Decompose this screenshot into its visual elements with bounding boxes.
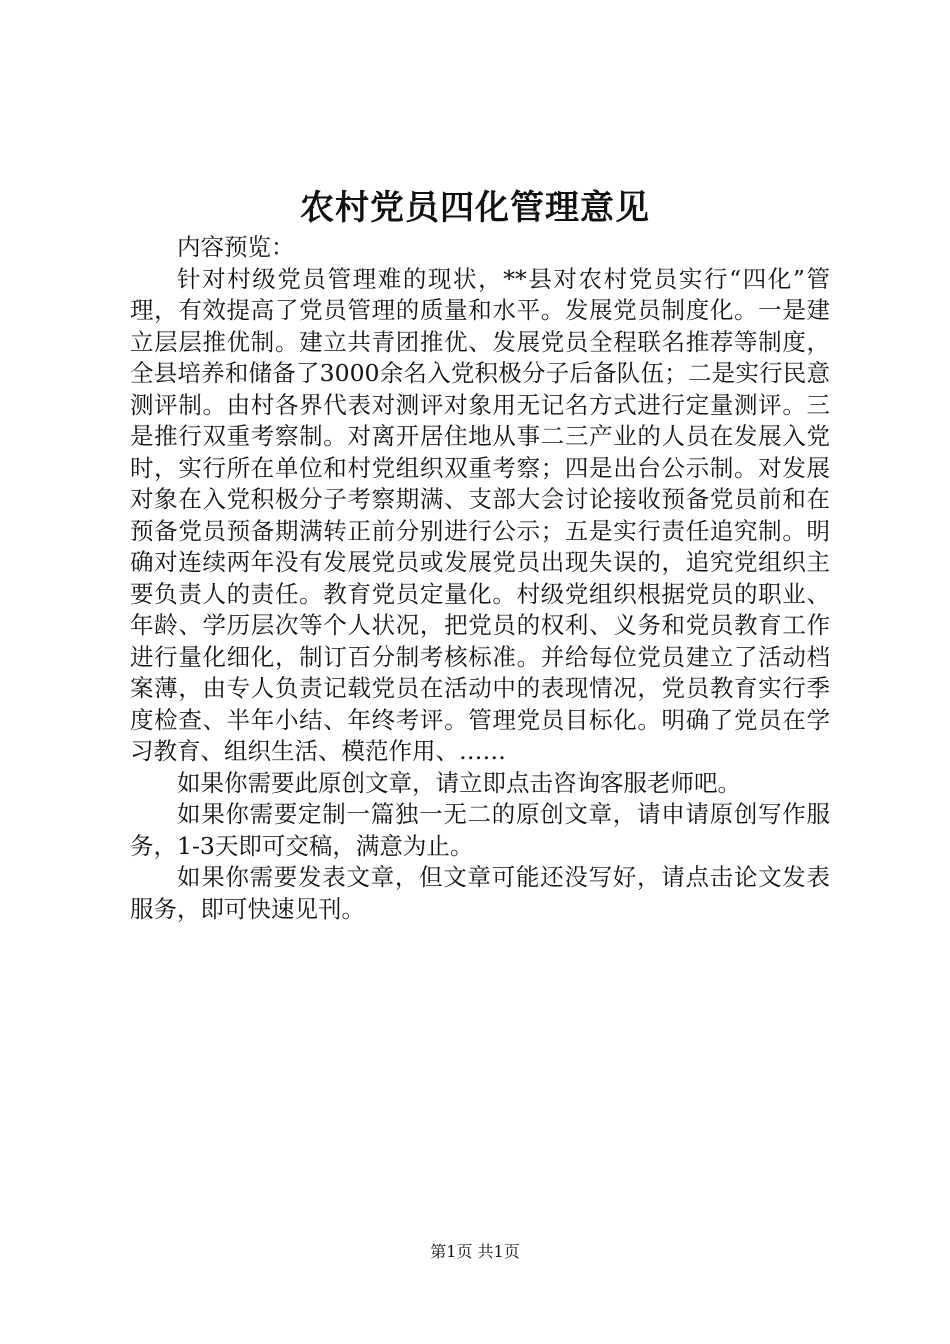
preview-label: 内容预览：	[177, 233, 295, 261]
document-content	[130, 232, 830, 925]
document-title: 农村党员四化管理意见	[300, 188, 650, 228]
notice-custom-writing: 如果你需要定制一篇独一无二的原创文章，请申请原创写作服务，1-3天即可交稿，满意为止。	[130, 800, 830, 860]
page-number-footer: 第1页 共1页	[430, 1242, 520, 1261]
notice-original-article: 如果你需要此原创文章，请立即点击咨询客服老师吧。	[177, 768, 741, 797]
body-paragraph: 针对村级党员管理难的现状，**县对农村党员实行“四化”管理，有效提高了党员管理的质量和水平。发展党员制度化。一是建立层层推优制。建立共青团推优、发展党员全程联名推荐等制度，全县培养和储备了3000余名入党积极分子后备队伍；二是实行民意测评制。由村各界代表对测评对象用无记名方式进行定量测评。三是推行双重考察制。对离开居住地从事二三产业的人员在发展入党时，实行所在单位和村党组织双重考察；四是出台公示制。对发展对象在入党积极分子考察期满、支部大会讨论接收预备党员前和在预备党员预备期满转正前分别进行公示；五是实行责任追究制。明确对连续两年没有发展党员或发展党员出现失误的，追究党组织主要负责人的责任。教育党员定量化。村级党组织根据党员的职业、年龄、学历层次等个人状况，把党员的权利、义务和党员教育工作进行量化细化，制订百分制考核标准。并给每位党员建立了活动档案薄，由专人负责记载党员在活动中的表现情况，党员教育实行季度检查、半年小结、年终考评。管理党员目标化。明确了党员在学习教育、组织生活、模范作用、……	[130, 264, 830, 765]
notice-publishing-service: 如果你需要发表文章，但文章可能还没写好，请点击论文发表服务，即可快速见刊。	[130, 863, 830, 923]
